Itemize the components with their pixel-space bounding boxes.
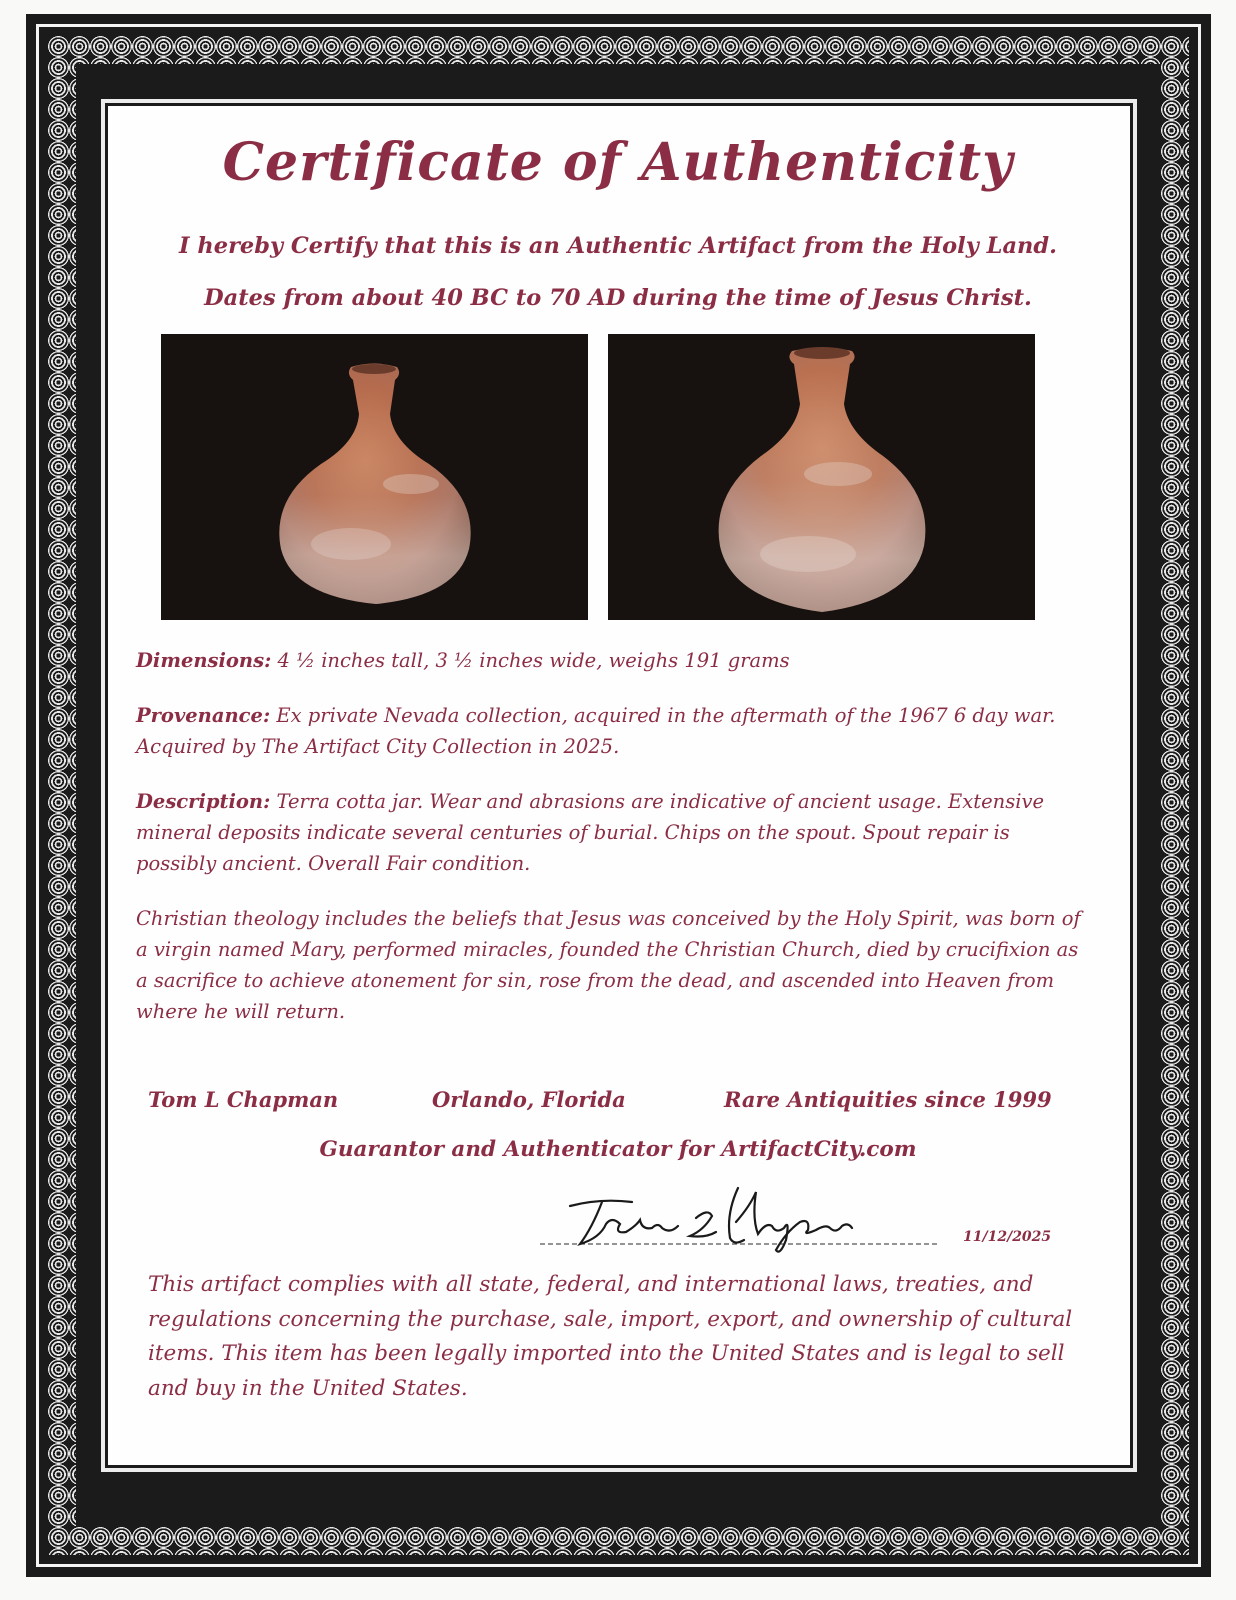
description-text: Terra cotta jar. Wear and abrasions are indicative of ancient usage. Extensive mineral deposits indicate several centuries of burial. Chips on the spout. Spout repair is possibly ancient. Overall Fair condition.: [136, 790, 1044, 875]
provenance-text: Ex private Nevada collection, acquired in the aftermath of the 1967 6 day war. Acquired by The Artifact City Collection in 2025.: [136, 704, 1056, 758]
signatory-location: Orlando, Florida: [432, 1087, 626, 1112]
dimensions-label: Dimensions:: [136, 649, 272, 672]
artifact-photo-front: [161, 334, 588, 620]
certificate-title: Certificate of Authenticity: [222, 132, 1014, 193]
certify-line: I hereby Certify that this is an Authentic Artifact from the Holy Land.: [179, 233, 1057, 259]
dimensions-paragraph: [136, 645, 1086, 676]
signatory-since: Rare Antiquities since 1999: [724, 1087, 1052, 1112]
description-paragraph: [136, 786, 1086, 879]
theology-paragraph: Christian theology includes the beliefs that Jesus was conceived by the Holy Spirit, was born of a virgin named Mary, performed miracles, founded the Christian Church, died by crucifixion as a sacrifice to achieve atonement for sin, rose from the dead, and ascended into Heaven from where he will return.: [136, 907, 1081, 1023]
handwritten-signature: [540, 1168, 940, 1258]
provenance-label: Provenance:: [136, 704, 271, 727]
signatory-name: Tom L Chapman: [148, 1087, 339, 1112]
dates-line: Dates from about 40 BC to 70 AD during the time of Jesus Christ.: [204, 285, 1032, 311]
legal-compliance-text: This artifact complies with all state, federal, and international laws, treaties, and regulations concerning the purchase, sale, import, export, and ownership of cultural items. This item has been legally imported into the United States and is legal to sell and buy in the United States.: [148, 1272, 1073, 1401]
provenance-paragraph: [136, 700, 1086, 762]
guarantor-line: Guarantor and Authenticator for ArtifactCity.com: [319, 1137, 917, 1162]
signature-date: 11/12/2025: [963, 1229, 1052, 1245]
description-label: Description:: [136, 790, 271, 813]
artifact-photo-side: [608, 334, 1035, 620]
dimensions-text: 4 ½ inches tall, 3 ½ inches wide, weighs 191 grams: [277, 649, 790, 672]
